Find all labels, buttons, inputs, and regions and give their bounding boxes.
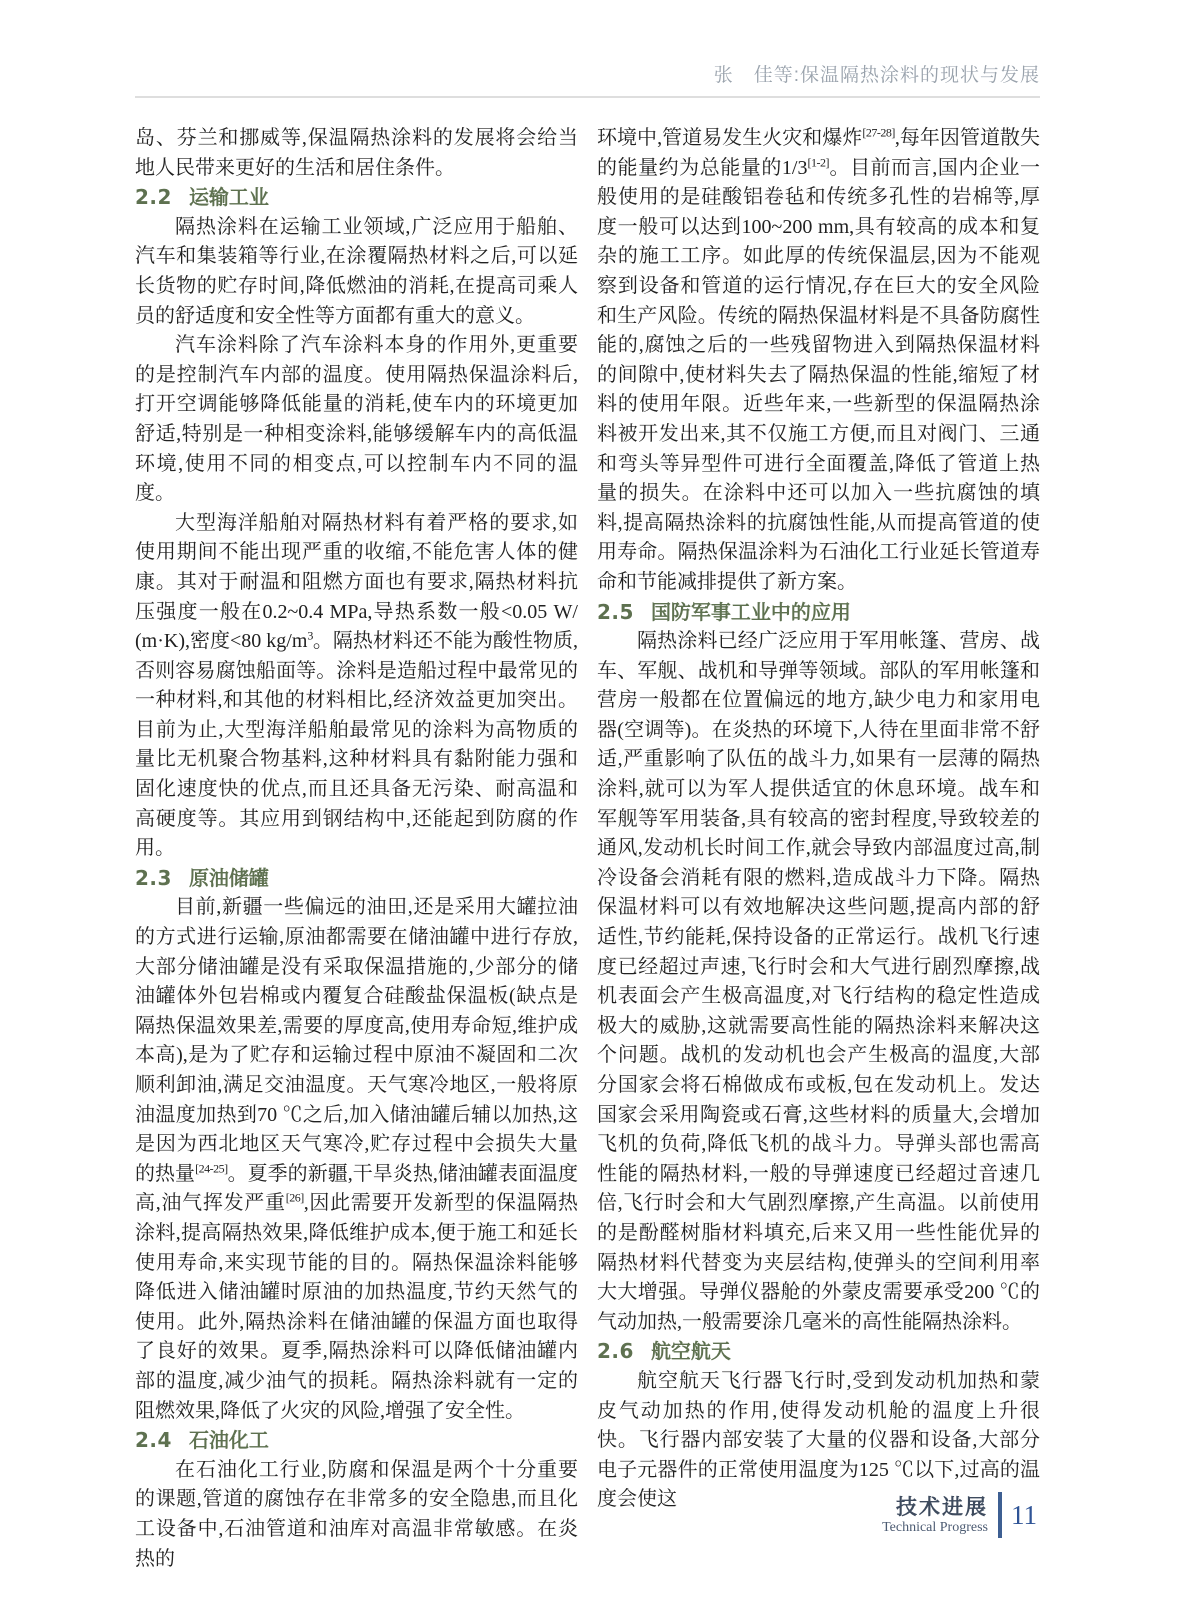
section-number: 2.4 xyxy=(135,1428,172,1453)
paragraph: 目前,新疆一些偏远的油田,还是采用大罐拉油的方式进行运输,原油都需要在储油罐中进行存放,大部分储油罐是没有采取保温措施的,少部分的储油罐体外包岩棉或内覆复合硅酸盐保温板(缺点是隔热保温效果差,需要的厚度高,使用寿命短,维护成本高),是为了贮存和运输过程中原油不凝固和二次顺利卸油,满足交油温度。天气寒冷地区,一般将原油温度加热到70 ℃之后,加入储油罐后辅以加热,这是因为西北地区天气寒冷,贮存过程中会损失大量的热量[24-25]。夏季的新疆,干旱炎热,储油罐表面温度高,油气挥发严重[26],因此需要开发新型的保温隔热涂料,提高隔热效果,降低维护成本,便于施工和延长使用寿命,来实现节能的目的。隔热保温涂料能够降低进入储油罐时原油的加热温度,节约天然气的使用。此外,隔热涂料在储油罐的保温方面也取得了良好的效果。夏季,隔热涂料可以降低储油罐内部的温度,减少油气的损耗。隔热涂料就有一定的阻燃效果,降低了火灾的风险,增强了安全性。 xyxy=(135,896,579,1422)
paragraph: 隔热涂料已经广泛应用于军用帐篷、营房、战车、军舰、战机和导弹等领域。部队的军用帐篷和营房一般都在位置偏远的地方,缺少电力和家用电器(空调等)。在炎热的环境下,人待在里面非常不舒适,严重影响了队伍的战斗力,如果有一层薄的隔热涂料,就可以为军人提供适宜的休息环境。战车和军舰等军用装备,具有较高的密封程度,导致较差的通风,发动机长时间工作,就会导致内部温度过高,制冷设备会消耗有限的燃料,造成战斗力下降。隔热保温材料可以有效地解决这些问题,提高内部的舒适性,节约能耗,保持设备的正常运行。战机飞行速度已经超过声速,飞行时会和大气进行剧烈摩擦,战机表面会产生极高温度,对飞行结构的稳定性造成极大的威胁,这就需要高性能的隔热涂料来解决这个问题。战机的发动机也会产生极高的温度,大部分国家会将石棉做成布或板,包在发动机上。发达国家会采用陶瓷或石膏,这些材料的质量大,会增加飞机的负荷,降低飞机的战斗力。导弹头部也需高性能的隔热材料,一般的导弹速度已经超过音速几倍,飞行时会和大气剧烈摩擦,产生高温。以前使用的是酚醛树脂材料填充,后来又用一些性能优异的隔热材料代替变为夹层结构,使弹头的空间利用率大大增强。导弹仪器舱的外蒙皮需要承受200 ℃的气动加热,一般需要涂几毫米的高性能隔热涂料。 xyxy=(597,630,1040,1333)
paragraph: 航空航天飞行器飞行时,受到发动机加热和蒙皮气动加热的作用,使得发动机舱的温度上升很快。飞行器内部安装了大量的仪器和设备,大部分电子元器件的正常使用温度为125 ℃以下,过高的温度会使这 xyxy=(597,1369,1040,1511)
footer-section-title-en: Technical Progress xyxy=(882,1519,988,1535)
page-header xyxy=(135,0,1040,98)
section-heading-2.4 xyxy=(135,1426,578,1456)
section-number: 2.3 xyxy=(135,865,172,890)
paragraph: 大型海洋船舶对隔热材料有着严格的要求,如使用期间不能出现严重的收缩,不能危害人体的健康。其对于耐温和阻燃方面也有要求,隔热材料抗压强度一般在0.2~0.4 MPa,导热系数一般<0.05 W/(m·K),密度<80 $kg/m^3$。隔热材料还不能为酸性物质,否则容易腐蚀船面等。涂料是造船过程中最常见的一种材料,和其他的材料相比,经济效益更加突出。目前为止,大型海洋船舶最常见的涂料为高物质的量比无机聚合物基料,这种材料具有黏附能力强和固化速度快的优点,而且还具备无污染、耐高温和高硬度等。其应用到钢结构中,还能起到防腐的作用。 xyxy=(135,511,579,860)
section-title: 国防军事工业中的应用 xyxy=(650,599,851,624)
paragraph: 岛、芬兰和挪威等,保温隔热涂料的发展将会给当地人民带来更好的生活和居住条件。 xyxy=(135,127,578,179)
right-column xyxy=(597,124,1040,1574)
section-heading-2.6 xyxy=(597,1337,1040,1367)
section-heading-2.3 xyxy=(135,864,578,894)
paragraph: 汽车涂料除了汽车涂料本身的作用外,更重要的是控制汽车内部的温度。使用隔热保温涂料后,打开空调能够降低能量的消耗,使车内的环境更加舒适,特别是一种相变涂料,能够缓解车内的高低温环境,使用不同的相变点,可以控制车内不同的温度。 xyxy=(135,334,578,505)
paragraph: 隔热涂料在运输工业领域,广泛应用于船舶、汽车和集装箱等行业,在涂覆隔热材料之后,可以延长货物的贮存时间,降低燃油的消耗,在提高司乘人员的舒适度和安全性等方面都有重大的意义。 xyxy=(135,215,578,327)
paragraph: 在石油化工行业,防腐和保温是两个十分重要的课题,管道的腐蚀存在非常多的安全隐患,而且化工设备中,石油管道和油库对高温非常敏感。在炎热的 xyxy=(135,1458,578,1570)
footer-divider-bar xyxy=(998,1492,1002,1538)
page-footer xyxy=(882,1492,1037,1538)
article-body xyxy=(135,124,1040,1574)
section-heading-2.5 xyxy=(597,598,1040,628)
footer-section-title-cn: 技术进展 xyxy=(896,1494,988,1519)
section-number: 2.2 xyxy=(135,185,172,210)
running-title: 张 佳等:保温隔热涂料的现状与发展 xyxy=(713,65,1040,86)
footer-section-labels xyxy=(882,1495,988,1536)
section-heading-2.2 xyxy=(135,183,578,213)
section-title: 原油储罐 xyxy=(188,865,269,890)
section-title: 运输工业 xyxy=(188,185,269,210)
section-number: 2.5 xyxy=(597,599,634,624)
page-number: 11 xyxy=(1011,1499,1037,1530)
left-column xyxy=(135,124,578,1574)
section-title: 航空航天 xyxy=(650,1339,731,1364)
section-title: 石油化工 xyxy=(188,1428,269,1453)
section-number: 2.6 xyxy=(597,1339,634,1364)
paragraph: 环境中,管道易发生火灾和爆炸[27-28],每年因管道散失的能量约为总能量的1/3[1-2]。目前而言,国内企业一般使用的是硅酸铝卷毡和传统多孔性的岩棉等,厚度一般可以达到100~200 mm,具有较高的成本和复杂的施工工序。如此厚的传统保温层,因为不能观察到设备和管道的运行情况,存在巨大的安全风险和生产风险。传统的隔热保温材料是不具备防腐性能的,腐蚀之后的一些残留物进入到隔热保温材料的间隙中,使材料失去了隔热保温的性能,缩短了材料的使用年限。近些年来,一些新型的保温隔热涂料被开发出来,其不仅施工方便,而且对阀门、三通和弯头等异型件可进行全面覆盖,降低了管道上热量的损失。在涂料中还可以加入一些抗腐蚀的填料,提高隔热涂料的抗腐蚀性能,从而提高管道的使用寿命。隔热保温涂料为石油化工行业延长管道寿命和节能减排提供了新方案。 xyxy=(597,125,1041,593)
